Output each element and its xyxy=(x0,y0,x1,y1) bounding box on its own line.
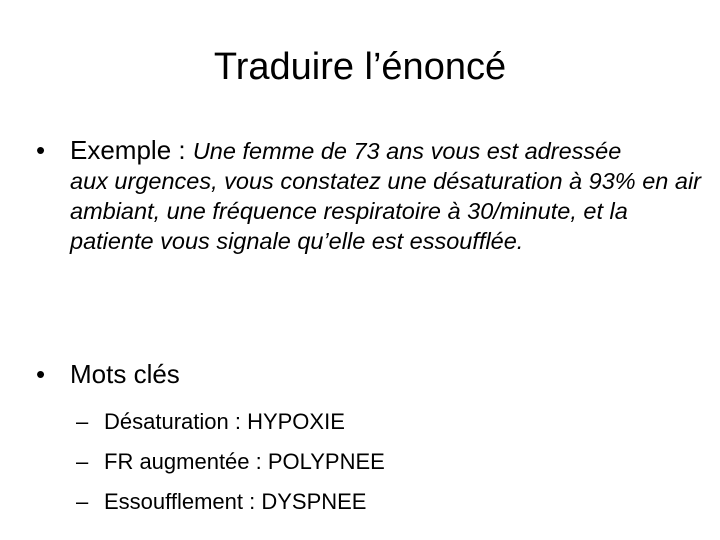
bullet-example-line1: Une femme de 73 ans vous est adressée xyxy=(192,138,622,164)
dash-marker: – xyxy=(76,449,89,474)
keyword-text: Désaturation : HYPOXIE xyxy=(104,409,345,434)
keyword-item xyxy=(76,442,385,482)
bullet-marker: • xyxy=(36,359,46,389)
keyword-text: FR augmentée : POLYPNEE xyxy=(104,449,385,474)
keyword-item xyxy=(76,402,385,442)
bullet-example xyxy=(36,134,676,167)
bullet-keywords xyxy=(36,358,180,390)
keyword-text: Essoufflement : DYSPNEE xyxy=(104,489,367,514)
bullet-example-continuation: aux urgences, vous constatez une désaturation à 93% en air ambiant, une fréquence respiratoire à 30/minute, et la patiente vous signale qu’elle est essoufflée. xyxy=(70,168,701,254)
bullet-example-text xyxy=(70,134,621,167)
keyword-item xyxy=(76,482,385,522)
dash-marker: – xyxy=(76,489,89,514)
slide-title: Traduire l’énoncé xyxy=(213,46,507,88)
bullet-marker: • xyxy=(36,135,46,165)
dash-marker: – xyxy=(76,409,89,434)
bullet-example-lead: Exemple : xyxy=(70,135,193,165)
keywords-list xyxy=(76,402,385,522)
bullet-keywords-lead: Mots clés xyxy=(70,359,180,389)
